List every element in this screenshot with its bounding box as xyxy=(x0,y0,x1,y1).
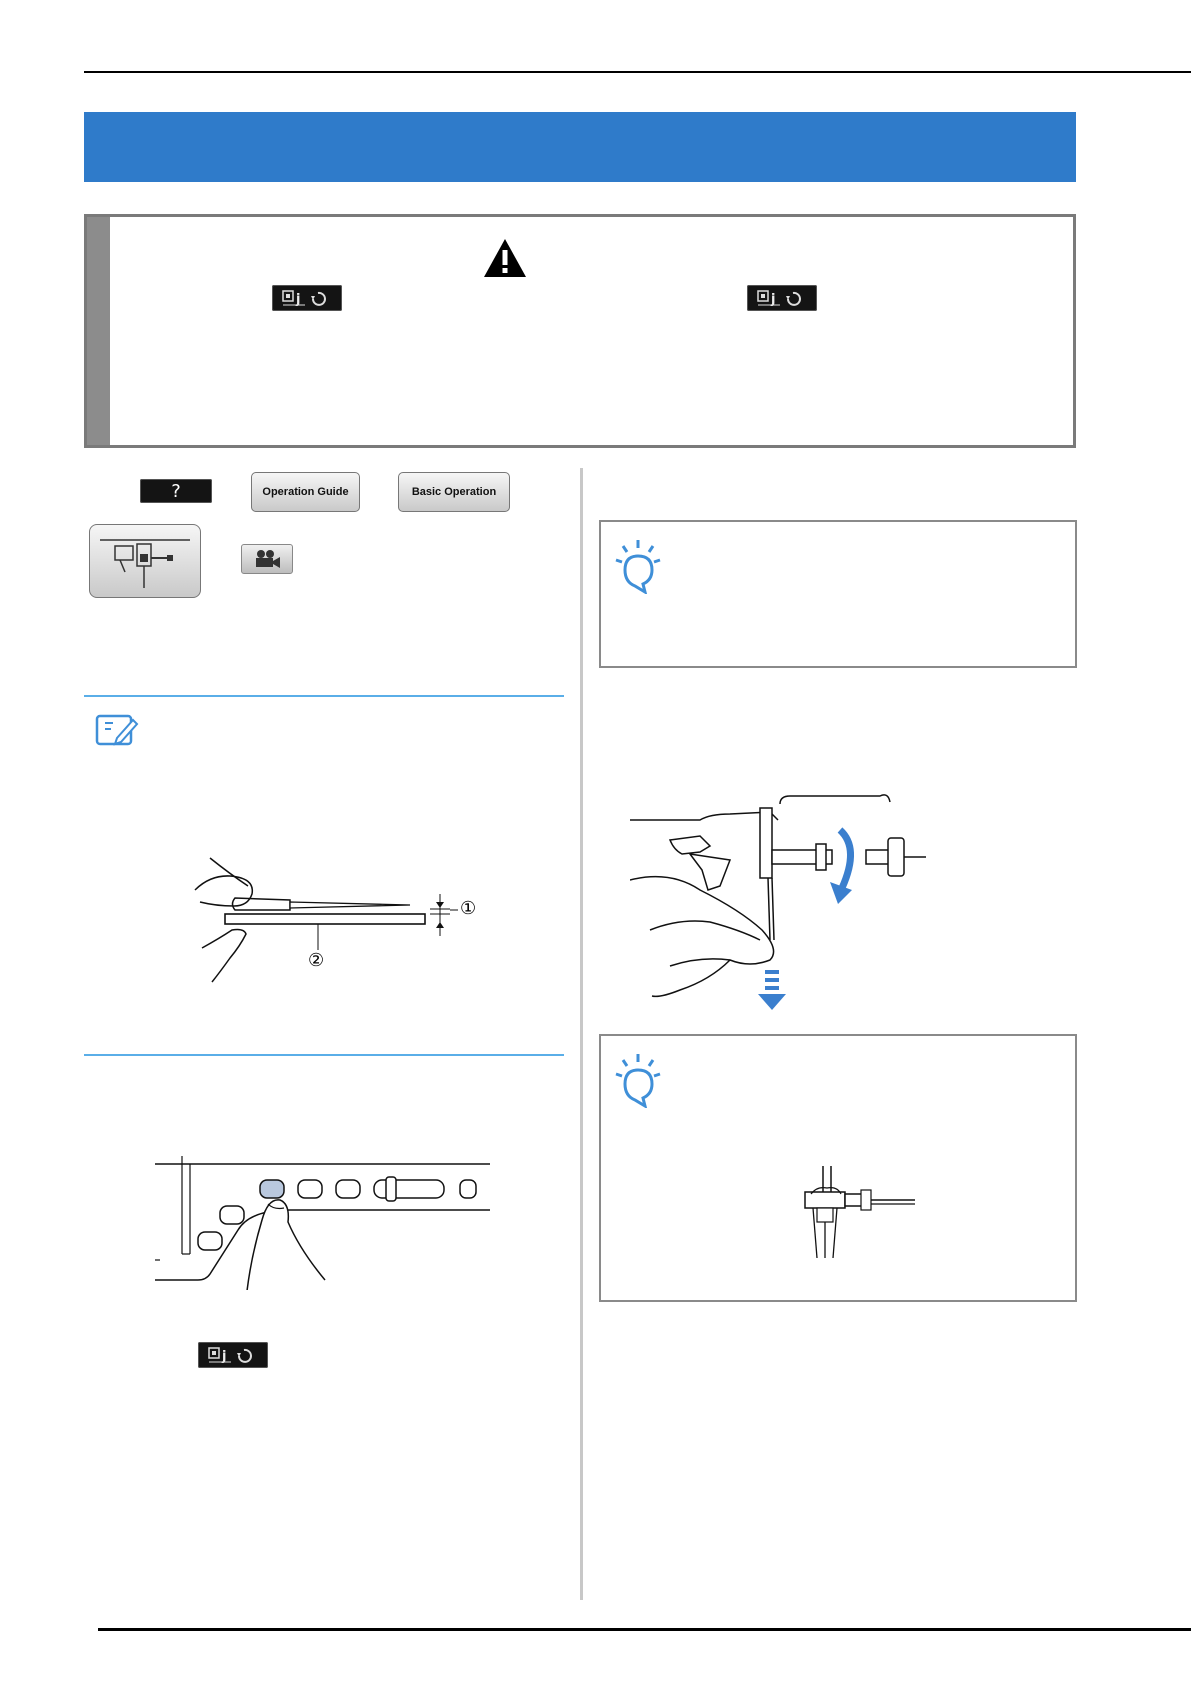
note-box-2 xyxy=(599,1034,1077,1302)
needle-change-key[interactable] xyxy=(89,524,201,598)
section-title-bar xyxy=(84,112,1076,182)
needle-foot-lock-key-icon-2 xyxy=(747,285,817,311)
operation-guide-label: Operation Guide xyxy=(262,486,349,498)
svg-text:j: j xyxy=(771,292,776,307)
needle-foot-lock-key-icon xyxy=(272,285,342,311)
video-camera-icon xyxy=(252,549,282,569)
warning-triangle-icon xyxy=(482,237,528,279)
needle-foot-lock-key-icon-3 xyxy=(198,1342,268,1368)
note-box-1 xyxy=(599,520,1077,668)
needle-check-figure xyxy=(190,850,480,990)
caution-box xyxy=(84,214,1076,448)
presser-foot-illustration xyxy=(95,530,195,592)
basic-operation-button[interactable] xyxy=(398,472,510,512)
bottom-rule xyxy=(98,1628,1191,1631)
needle-position-button-figure xyxy=(150,1150,500,1290)
video-key[interactable] xyxy=(241,544,293,574)
lightbulb-icon xyxy=(615,538,661,594)
basic-operation-label: Basic Operation xyxy=(411,486,497,498)
help-key-label: ? xyxy=(171,480,181,502)
twin-needle-figure xyxy=(787,1164,917,1260)
operation-guide-button[interactable] xyxy=(251,472,360,512)
top-rule xyxy=(84,71,1191,73)
memo-bottom-rule xyxy=(84,1054,564,1056)
needle-removal-figure xyxy=(630,790,930,1010)
svg-text:j: j xyxy=(296,292,301,307)
memo-pencil-icon xyxy=(95,712,139,748)
svg-text:j: j xyxy=(222,1349,227,1364)
column-divider xyxy=(580,468,583,1600)
memo-top-rule xyxy=(84,695,564,697)
lightbulb-icon-2 xyxy=(615,1052,661,1108)
callout-2: ② xyxy=(308,950,325,971)
callout-1: ① xyxy=(460,898,477,919)
help-key[interactable] xyxy=(140,479,212,503)
caution-stripe xyxy=(87,217,110,445)
